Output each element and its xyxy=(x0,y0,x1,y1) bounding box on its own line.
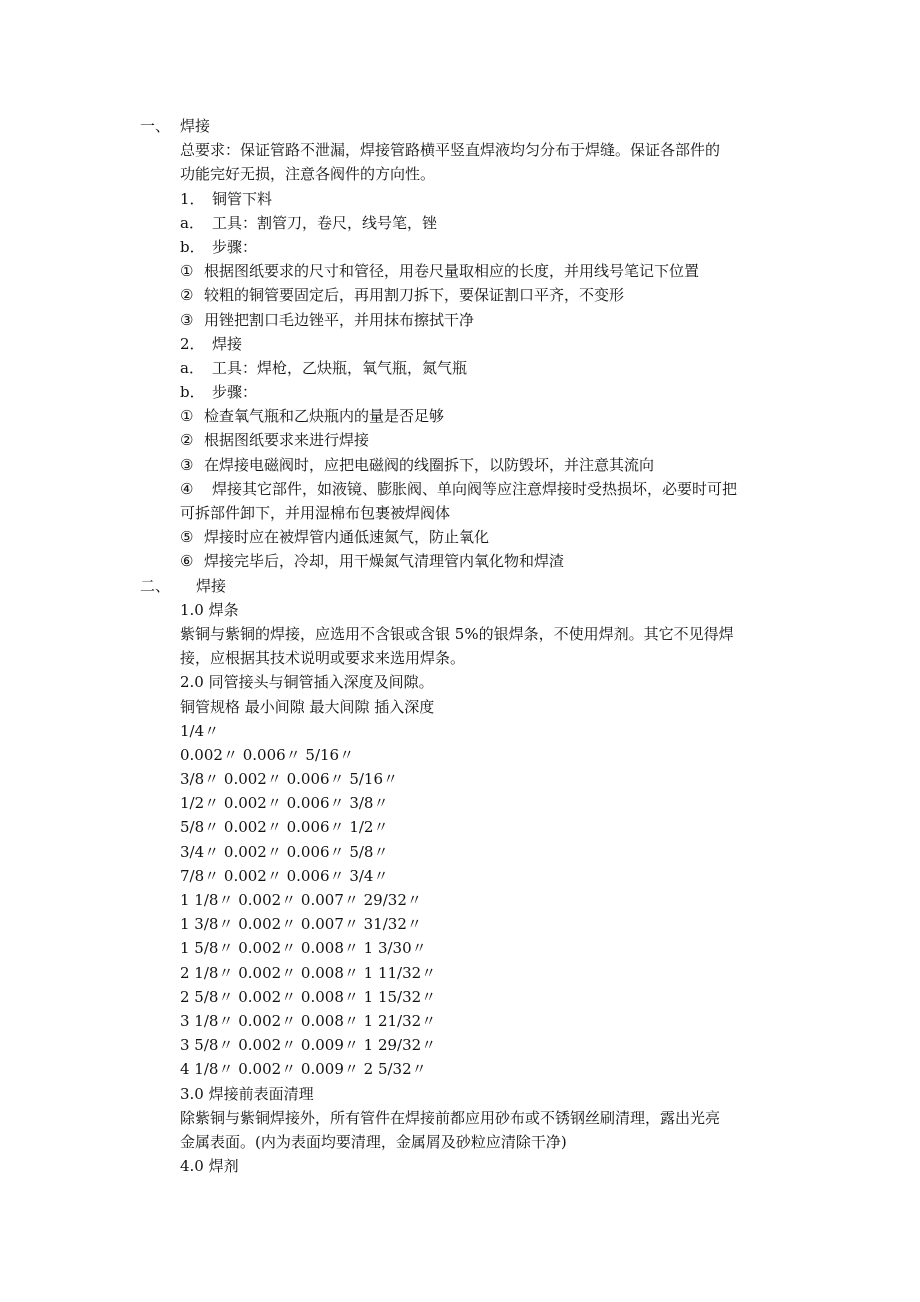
step-text: 根据图纸要求来进行焊接 xyxy=(204,431,370,450)
surface-cleaning-title: 3.0 焊接前表面清理 xyxy=(180,1084,314,1103)
spec-table-row: 4 1/8〃 0.002〃 0.009〃 2 5/32〃 xyxy=(180,1060,427,1079)
surface-cleaning-line-1: 除紫铜与紫铜焊接外，所有管件在焊接前都应用砂布或不锈钢丝刷清理，露出光亮 xyxy=(180,1108,721,1127)
sub-2-heading xyxy=(0,332,920,356)
step-number: ⑥ xyxy=(180,552,194,571)
spec-table-row: 1 5/8〃 0.002〃 0.008〃 1 3/30〃 xyxy=(180,939,427,958)
step-number: ③ xyxy=(180,310,194,329)
sub-1-steps-label: b． xyxy=(180,237,205,256)
spec-table-row: 1 3/8〃 0.002〃 0.007〃 31/32〃 xyxy=(180,915,422,934)
spec-table-row: 3/4〃 0.002〃 0.006〃 5/8〃 xyxy=(180,842,389,861)
sub-1-title: 铜管下料 xyxy=(212,189,273,208)
overall-requirement-line-2: 功能完好无损，注意各阀件的方向性。 xyxy=(180,165,436,184)
sub-2-tools xyxy=(0,356,920,380)
sub-2-steps-label: b． xyxy=(180,383,205,402)
step-number: ① xyxy=(180,262,194,281)
overall-requirement-line-1: 总要求：保证管路不泄漏，焊接管路横平竖直焊液均匀分布于焊缝。保证各部件的 xyxy=(180,141,721,160)
step-text: 根据图纸要求的尺寸和管径，用卷尺量取相应的长度，并用线号笔记下位置 xyxy=(204,262,700,281)
spec-table-row: 1/2〃 0.002〃 0.006〃 3/8〃 xyxy=(180,794,389,813)
section-1-heading xyxy=(0,114,920,138)
spec-table-header: 铜管规格 最小间隙 最大间隙 插入深度 xyxy=(180,697,435,716)
sub-1-number: 1． xyxy=(180,189,205,208)
step-text: 较粗的铜管要固定后，再用割刀拆下，要保证割口平齐，不变形 xyxy=(204,286,625,305)
document-page xyxy=(0,114,920,1178)
sub-1-tools-text: 工具：割管刀，卷尺，线号笔，锉 xyxy=(212,213,438,232)
section-2-number: 二、 xyxy=(140,576,171,595)
step-number: ⑤ xyxy=(180,528,194,547)
step-text: 在焊接电磁阀时，应把电磁阀的线圈拆下，以防毁坏，并注意其流向 xyxy=(204,455,655,474)
welding-rod-line-2: 接，应根据其技术说明或要求来选用焊条。 xyxy=(180,649,466,668)
section-2-heading xyxy=(0,574,920,598)
spec-table-row: 3/8〃 0.002〃 0.006〃 5/16〃 xyxy=(180,770,399,789)
sub-1-steps-heading xyxy=(0,235,920,259)
sub-2-tools-text: 工具：焊枪，乙炔瓶，氧气瓶，氮气瓶 xyxy=(212,358,468,377)
sub-2-step xyxy=(0,453,920,477)
spec-table-row: 3 5/8〃 0.002〃 0.009〃 1 29/32〃 xyxy=(180,1036,437,1055)
sub-2-steps-text: 步骤： xyxy=(212,383,258,402)
step-number: ③ xyxy=(180,455,194,474)
spec-table-row: 1/4〃 xyxy=(180,721,220,740)
sub-1-heading xyxy=(0,187,920,211)
sub-1-steps-text: 步骤： xyxy=(212,237,258,256)
sub-2-step xyxy=(0,477,920,501)
sub-2-step xyxy=(0,549,920,573)
sub-2-step-continuation: 可拆部件卸下，并用湿棉布包裹被焊阀体 xyxy=(180,504,451,522)
welding-rod-title: 1.0 焊条 xyxy=(180,600,239,619)
section-1-title: 焊接 xyxy=(180,117,211,135)
spec-table-row: 7/8〃 0.002〃 0.006〃 3/4〃 xyxy=(180,866,389,885)
step-text: 检查氧气瓶和乙炔瓶内的量是否足够 xyxy=(204,407,445,426)
sub-2-tools-label: a． xyxy=(180,358,204,377)
sub-2-step xyxy=(0,525,920,549)
spec-table-row: 3 1/8〃 0.002〃 0.008〃 1 21/32〃 xyxy=(180,1011,437,1030)
step-text: 焊接其它部件，如液镜、膨胀阀、单向阀等应注意焊接时受热损坏，必要时可把 xyxy=(212,479,738,498)
welding-rod-line-1: 紫铜与紫铜的焊接，应选用不含银或含银 5%的银焊条，不使用焊剂。其它不见得焊 xyxy=(180,624,734,643)
insertion-depth-title: 2.0 同管接头与铜管插入深度及间隙。 xyxy=(180,673,434,692)
sub-2-title: 焊接 xyxy=(212,334,243,353)
spec-table-row: 2 5/8〃 0.002〃 0.008〃 1 15/32〃 xyxy=(180,987,437,1006)
section-1-number: 一、 xyxy=(140,117,171,135)
sub-1-tools xyxy=(0,211,920,235)
step-number: ④ xyxy=(180,479,194,498)
step-text: 用锉把割口毛边锉平，并用抹布擦拭干净 xyxy=(204,310,475,329)
step-text: 焊接完毕后，冷却，用干燥氮气清理管内氧化物和焊渣 xyxy=(204,552,565,571)
sub-2-step xyxy=(0,428,920,452)
spec-table-row: 1 1/8〃 0.002〃 0.007〃 29/32〃 xyxy=(180,891,422,909)
step-number: ① xyxy=(180,407,194,426)
sub-1-step xyxy=(0,259,920,283)
section-2-title: 焊接 xyxy=(196,576,227,595)
step-number: ② xyxy=(180,286,194,305)
sub-1-step xyxy=(0,283,920,307)
sub-1-tools-label: a． xyxy=(180,213,204,232)
spec-table-row: 5/8〃 0.002〃 0.006〃 1/2〃 xyxy=(180,818,389,837)
step-text: 焊接时应在被焊管内通低速氮气，防止氧化 xyxy=(204,528,490,547)
sub-2-steps-heading xyxy=(0,380,920,404)
surface-cleaning-line-2: 金属表面。(内为表面均要清理，金属屑及砂粒应清除干净) xyxy=(180,1132,567,1151)
sub-2-number: 2． xyxy=(180,334,205,353)
spec-table-row: 2 1/8〃 0.002〃 0.008〃 1 11/32〃 xyxy=(180,963,437,982)
spec-table-row: 0.002〃 0.006〃 5/16〃 xyxy=(180,745,355,764)
step-number: ② xyxy=(180,431,194,450)
flux-title: 4.0 焊剂 xyxy=(180,1157,239,1176)
sub-2-step xyxy=(0,404,920,428)
sub-1-step xyxy=(0,308,920,332)
